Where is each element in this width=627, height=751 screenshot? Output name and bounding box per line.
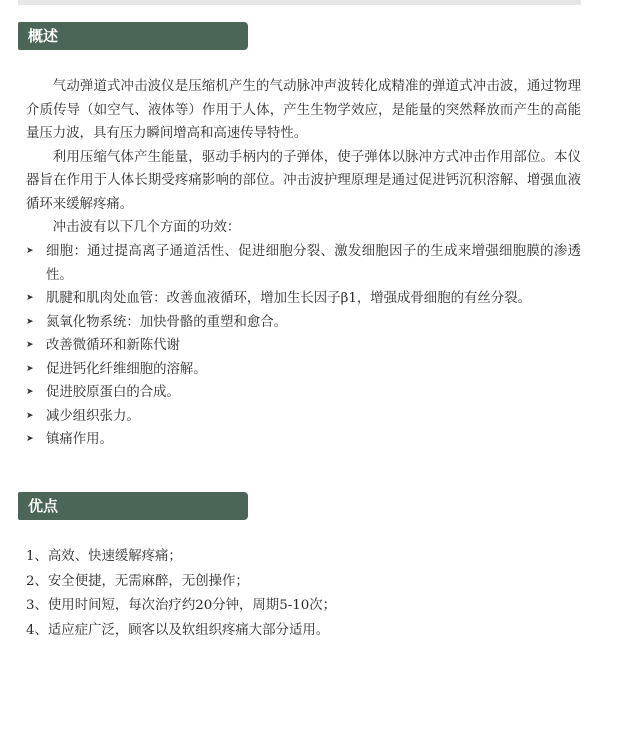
list-item: ➤ 促进胶原蛋白的合成。 [26,381,581,405]
list-item: ➤ 肌腱和肌肉处血管：改善血液循环，增加生长因子β1，增强成骨细胞的有丝分裂。 [26,287,581,311]
list-item: ➤ 镇痛作用。 [26,428,581,452]
overview-paragraph: 利用压缩气体产生能量，驱动手柄内的子弹体，使子弹体以脉冲方式冲击作用部位。本仪器旨在作用于人体长期受疼痛影响的部位。冲击波护理原理是通过促进钙沉积溶解、增强血液循环来缓解疼痛。 [26,149,581,212]
arrow-right-icon: ➤ [26,293,34,303]
arrow-right-icon: ➤ [26,410,34,421]
list-item: 3、使用时间短，每次治疗约20分钟，周期5-10次； [26,598,337,613]
list-item: ➤ 细胞：通过提高离子通道活性、促进细胞分裂、激发细胞因子的生成来增强细胞膜的渗透性。 [26,240,581,287]
list-item: 2、安全便捷，无需麻醉，无创操作； [26,573,249,589]
overview-paragraph: 气动弹道式冲击波仪是压缩机产生的气动脉冲声波转化成精准的弹道式冲击波，通过物理介质传导（如空气、液体等）作用于人体，产生生物学效应，是能量的突然释放而产生的高能量压力波，具有压力瞬间增高和高速传导特性。 [26,79,581,141]
arrow-right-icon: ➤ [26,387,34,397]
top-divider [18,0,581,5]
arrow-right-icon: ➤ [26,340,34,350]
list-item: ➤ 氮氧化物系统：加快骨骼的重塑和愈合。 [26,311,581,335]
list-item: 1、高效、快速缓解疼痛； [26,549,182,564]
arrow-right-icon: ➤ [26,434,34,444]
effects-list [26,240,581,452]
section-header-advantages: 优点 [18,492,248,520]
arrow-right-icon: ➤ [26,246,34,256]
list-item: ➤ 改善微循环和新陈代谢 [26,334,581,358]
advantages-list [26,545,581,643]
list-item: ➤ 促进钙化纤维细胞的溶解。 [26,358,581,382]
arrow-right-icon: ➤ [26,316,34,327]
list-item: ➤ 减少组织张力。 [26,405,581,429]
overview-body [26,75,581,240]
section-header-overview: 概述 [18,22,248,50]
effects-intro: 冲击波有以下几个方面的功效： [52,220,241,235]
list-item: 4、适应症广泛，顾客以及软组织疼痛大部分适用。 [26,622,330,638]
arrow-right-icon: ➤ [26,363,34,374]
